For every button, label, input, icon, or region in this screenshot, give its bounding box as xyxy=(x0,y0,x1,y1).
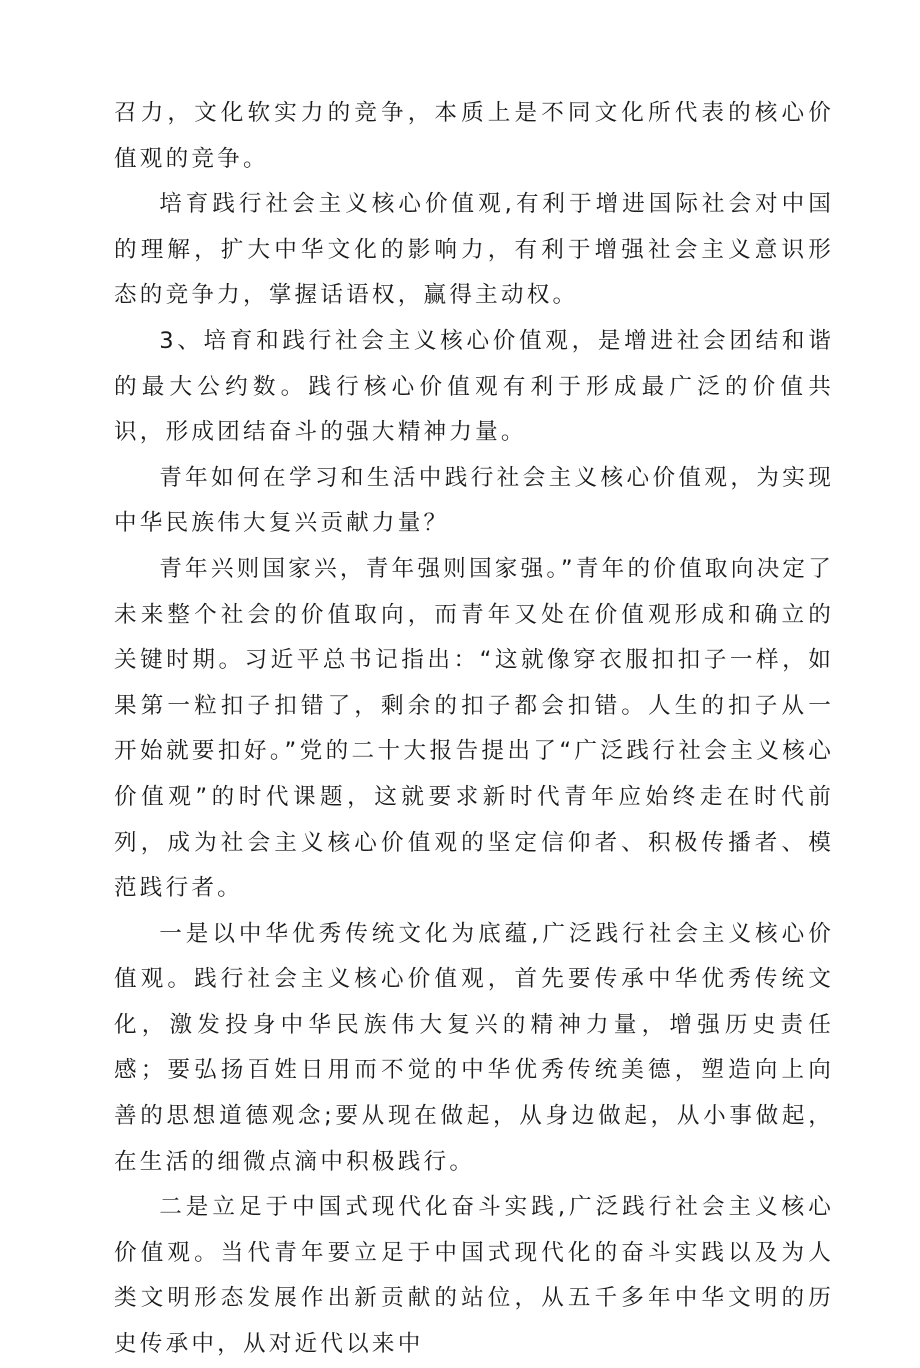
paragraph-continuation: 召力，文化软实力的竞争，本质上是不同文化所代表的核心价值观的竞争。 xyxy=(114,100,834,172)
paragraph-question-heading: 青年如何在学习和生活中践行社会主义核心价值观，为实现中华民族伟大复兴贡献力量？ xyxy=(114,464,834,537)
paragraph-social-unity: 3、培育和践行社会主义核心价值观，是增进社会团结和谐的最大公约数。践行核心价值观有利于形成最广泛的价值共识，形成团结奋斗的强大精神力量。 xyxy=(114,327,834,446)
paragraph-point-one: 一是以中华优秀传统文化为底蕴,广泛践行社会主义核心价值观。践行社会主义核心价值观，首先要传承中华优秀传统文化，激发投身中华民族伟大复兴的精神力量，增强历史责任感；要弘扬百姓日用而不觉的中华优秀传统美德，塑造向上向善的思想道德观念;要从现在做起，从身边做起，从小事做起，在生活的细微点滴中积极践行。 xyxy=(114,920,834,1175)
document-body xyxy=(114,91,834,1368)
paragraph-youth-values: 青年兴则国家兴，青年强则国家强。”青年的价值取向决定了未来整个社会的价值取向，而青年又处在价值观形成和确立的关键时期。习近平总书记指出：“这就像穿衣服扣扣子一样，如果第一粒扣子扣错了，剩余的扣子都会扣错。人生的扣子从一开始就要扣好。”党的二十大报告提出了“广泛践行社会主义核心价值观”的时代课题，这就要求新时代青年应始终走在时代前列，成为社会主义核心价值观的坚定信仰者、积极传播者、模范践行者。 xyxy=(114,555,834,902)
paragraph-international-understanding: 培育践行社会主义核心价值观,有利于增进国际社会对中国的理解，扩大中华文化的影响力，有利于增强社会主义意识形态的竞争力，掌握话语权，赢得主动权。 xyxy=(114,191,834,309)
paragraph-point-two: 二是立足于中国式现代化奋斗实践,广泛践行社会主义核心价值观。当代青年要立足于中国式现代化的奋斗实践以及为人类文明形态发展作出新贡献的站位，从五千多年中华文明的历史传承中，从对近代以来中 xyxy=(114,1194,834,1358)
